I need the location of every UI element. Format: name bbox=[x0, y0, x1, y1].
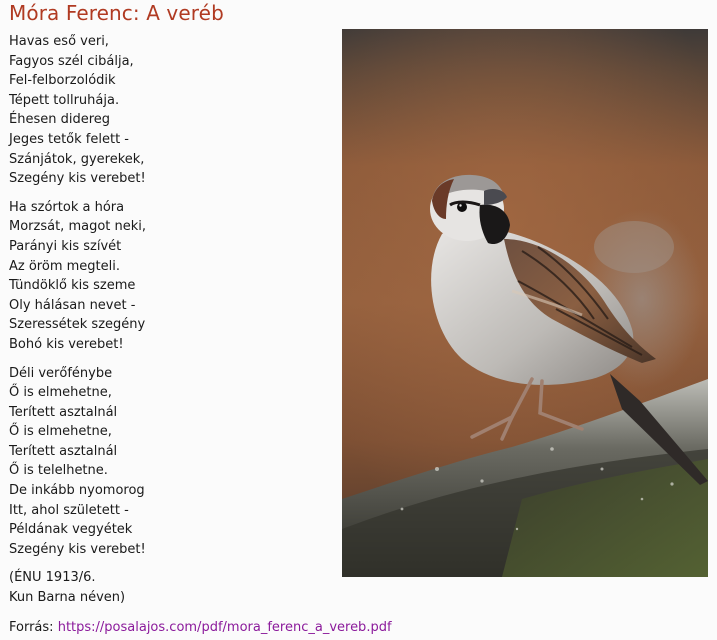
source-label: Forrás: bbox=[9, 620, 54, 635]
poem bbox=[9, 32, 334, 617]
poem-line: Terített asztalnál bbox=[9, 404, 118, 420]
source-line bbox=[9, 618, 392, 637]
sparrow-illustration bbox=[342, 29, 708, 577]
poem-line: Szegény kis verebet! bbox=[9, 171, 146, 187]
stanza-1 bbox=[9, 32, 334, 189]
sparrow-photo bbox=[342, 29, 708, 577]
poem-line: Terített asztalnál bbox=[9, 443, 118, 459]
poem-line: De inkább nyomorog bbox=[9, 483, 145, 499]
poem-line: Déli verőfénybe bbox=[9, 365, 113, 381]
stanza-2 bbox=[9, 198, 334, 355]
page-title: Móra Ferenc: A veréb bbox=[9, 1, 224, 25]
poem-line: Havas eső veri, bbox=[9, 34, 109, 49]
poem-line: Példának vegyétek bbox=[9, 522, 133, 538]
poem-line: Itt, ahol született - bbox=[9, 502, 129, 518]
note-line: Kun Barna néven) bbox=[9, 590, 126, 606]
poem-line: Fel-felborzolódik bbox=[9, 73, 116, 89]
stanza-3 bbox=[9, 364, 334, 560]
source-link[interactable]: https://posalajos.com/pdf/mora_ferenc_a_vereb.pdf bbox=[57, 620, 392, 635]
poem-line: Szeressétek szegény bbox=[9, 317, 146, 333]
poem-line: Ha szórtok a hóra bbox=[9, 199, 125, 215]
poem-line: Szánjátok, gyerekek, bbox=[9, 151, 145, 167]
poem-line: Ő is elmehetne, bbox=[9, 424, 112, 440]
poem-line: Morzsát, magot neki, bbox=[9, 219, 147, 235]
poem-line: Bohó kis verebet! bbox=[9, 336, 124, 352]
note-line: (ÉNU 1913/6. bbox=[9, 570, 96, 586]
poem-line: Tépett tollruhája. bbox=[9, 92, 120, 108]
poem-line: Tündöklő kis szeme bbox=[9, 278, 136, 294]
poem-line: Az öröm megteli. bbox=[9, 258, 120, 274]
publication-note bbox=[9, 568, 334, 607]
poem-line: Szegény kis verebet! bbox=[9, 541, 146, 557]
poem-line: Oly hálásan nevet - bbox=[9, 297, 136, 313]
poem-line: Ő is elmehetne, bbox=[9, 385, 112, 401]
poem-line: Parányi kis szívét bbox=[9, 238, 122, 254]
poem-line: Éhesen didereg bbox=[9, 112, 111, 128]
poem-line: Jeges tetők felett - bbox=[9, 131, 129, 147]
poem-line: Ő is telelhetne. bbox=[9, 463, 108, 479]
poem-line: Fagyos szél cibálja, bbox=[9, 53, 134, 69]
